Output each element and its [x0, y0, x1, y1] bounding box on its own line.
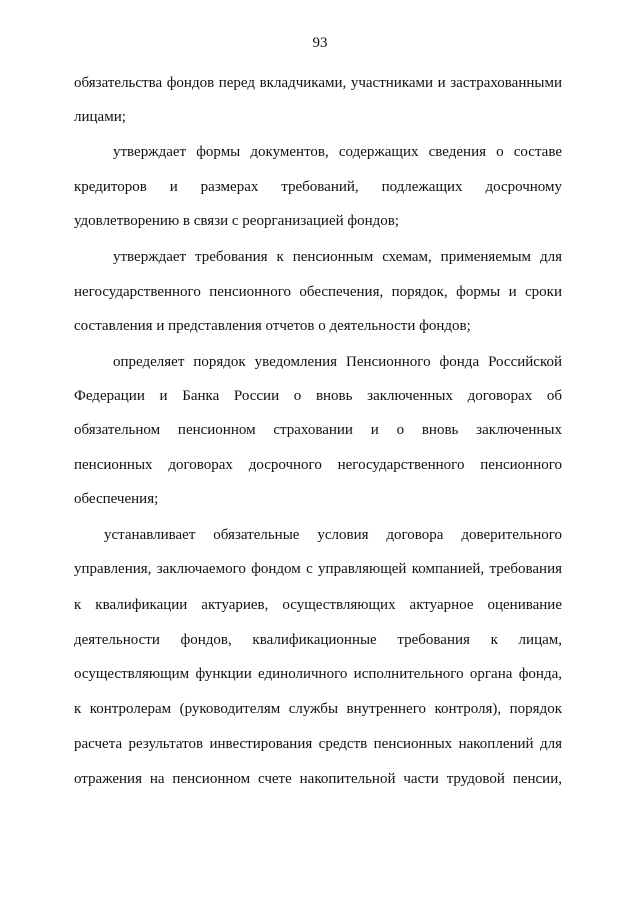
text-line: составления и представления отчетов о деятельности фондов; — [74, 318, 471, 334]
text-line: обеспечения; — [74, 491, 159, 507]
text-line: обязательном пенсионном страховании и о вновь заключенных — [74, 422, 562, 438]
text-line: негосударственного пенсионного обеспечения, порядок, формы и сроки — [74, 284, 562, 300]
text-line: определяет порядок уведомления Пенсионного фонда Российской — [113, 354, 562, 370]
text-line: обязательства фондов перед вкладчиками, участниками и застрахованными — [74, 75, 562, 91]
text-line: удовлетворению в связи с реорганизацией фондов; — [74, 213, 400, 229]
text-line: Федерации и Банка России о вновь заключенных договорах об — [74, 388, 562, 404]
text-line: утверждает требования к пенсионным схемам, применяемым для — [113, 249, 562, 265]
text-line: утверждает формы документов, содержащих сведения о составе — [113, 144, 562, 160]
page-number: 93 — [312, 35, 328, 51]
text-line: кредиторов и размерах требований, подлежащих досрочному — [74, 179, 562, 195]
text-line: деятельности фондов, квалификационные требования к лицам, — [74, 632, 562, 648]
text-line: устанавливает обязательные условия договора доверительного — [104, 527, 562, 543]
text-line: управления, заключаемого фондом с управляющей компанией, требования — [74, 561, 562, 577]
text-line: расчета результатов инвестирования средств пенсионных накоплений для — [74, 736, 562, 752]
text-line: осуществляющим функции единоличного исполнительного органа фонда, — [74, 666, 562, 682]
text-line: отражения на пенсионном счете накопительной части трудовой пенсии, — [74, 771, 562, 787]
text-line: к контролерам (руководителям службы внутреннего контроля), порядок — [74, 701, 562, 717]
text-line: лицами; — [74, 109, 126, 125]
text-line: к квалификации актуариев, осуществляющих актуарное оценивание — [74, 597, 562, 613]
text-line: пенсионных договорах досрочного негосударственного пенсионного — [74, 457, 562, 473]
